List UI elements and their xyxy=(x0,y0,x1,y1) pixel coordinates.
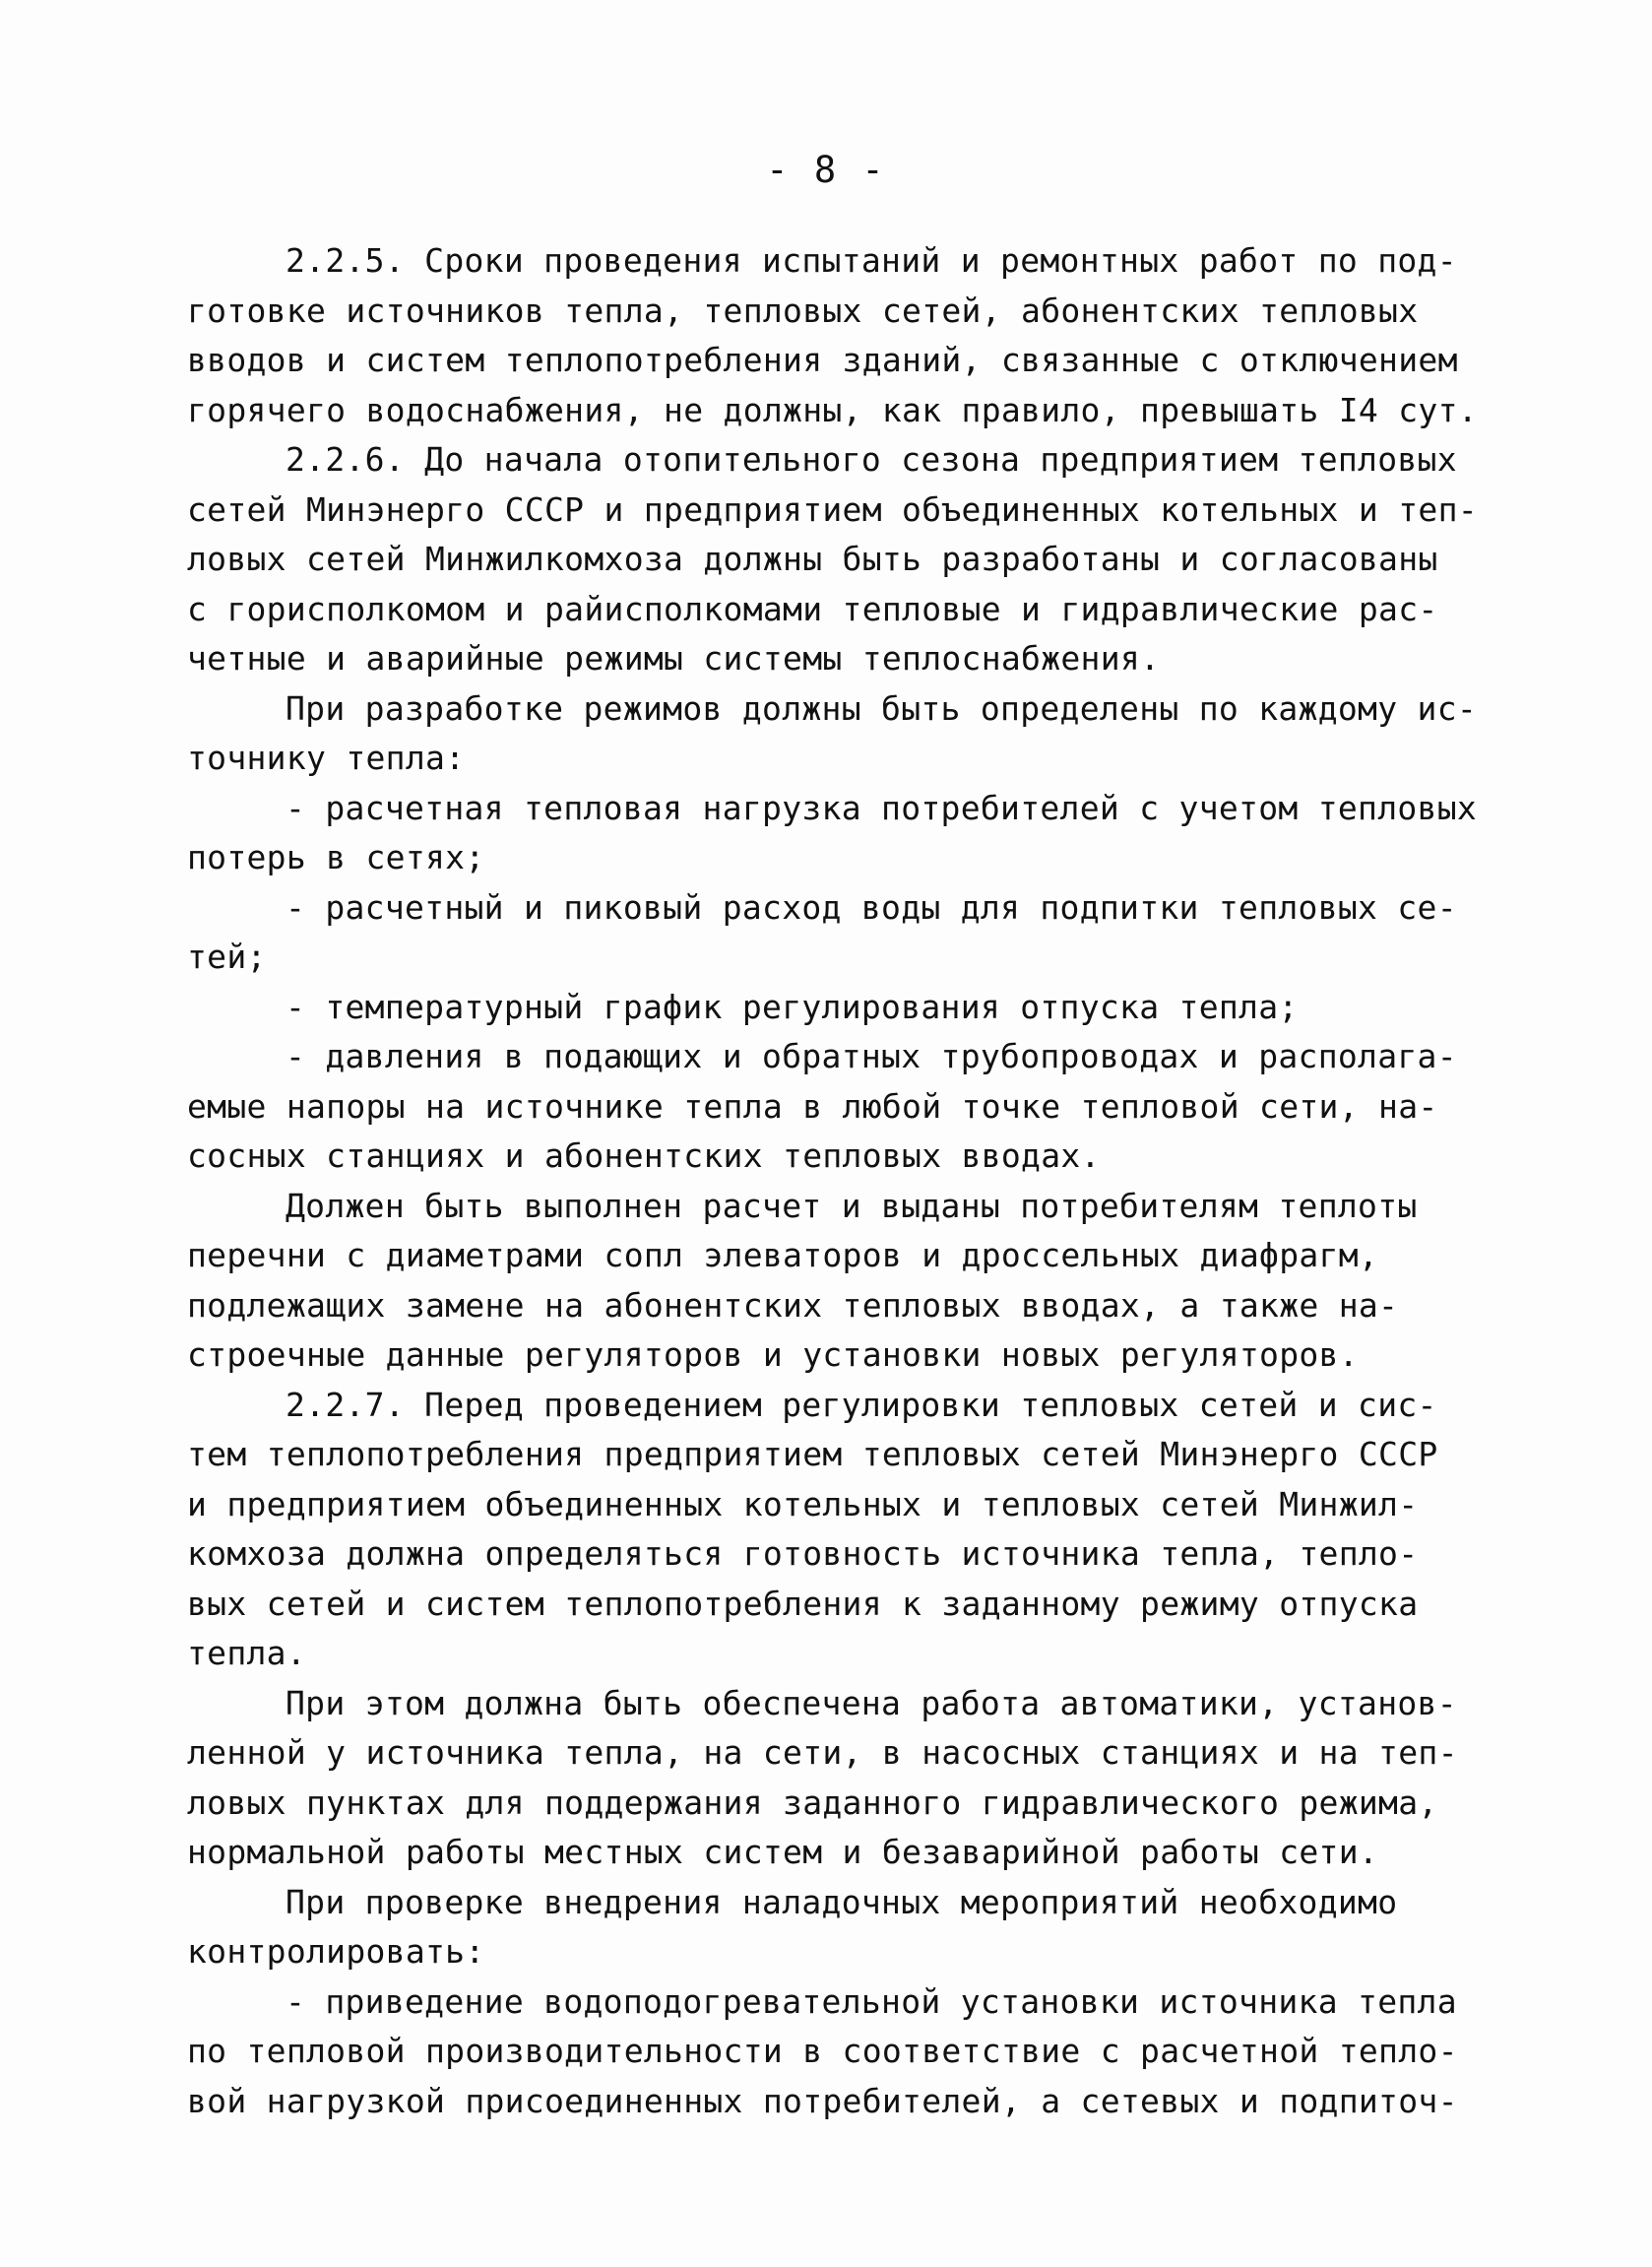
text-line: Должен быть выполнен расчет и выданы потребителям теплоты xyxy=(286,1186,1418,1225)
text-line: нормальной работы местных систем и безаварийной работы сети. xyxy=(187,1833,1379,1871)
text-line: перечни с диаметрами сопл элеваторов и дроссельных диафрагм, xyxy=(187,1236,1379,1274)
text-line: строечные данные регуляторов и установки новых регуляторов. xyxy=(187,1335,1359,1374)
text-line: ловых сетей Минжилкомхоза должны быть разработаны и согласованы xyxy=(187,540,1438,578)
text-line: контролировать: xyxy=(187,1932,485,1971)
text-line: 2.2.7. Перед проведением регулировки тепловых сетей и сис- xyxy=(286,1385,1437,1424)
text-line: При разработке режимов должны быть определены по каждому ис- xyxy=(286,688,1478,728)
text-line: вой нагрузкой присоединенных потребителей, а сетевых и подпиточ- xyxy=(187,2081,1458,2120)
page-number: - 8 - xyxy=(766,149,886,191)
text-line: - температурный график регулирования отпуска тепла; xyxy=(286,987,1299,1026)
text-line: готовке источников тепла, тепловых сетей, абонентских тепловых xyxy=(187,291,1419,330)
text-line: тей; xyxy=(187,938,267,976)
text-line: - расчетная тепловая нагрузка потребителей с учетом тепловых xyxy=(286,788,1478,827)
text-line: - приведение водоподогревательной установки источника тепла xyxy=(286,1981,1457,2021)
text-line: 2.2.6. До начала отопительного сезона предприятием тепловых xyxy=(286,440,1457,479)
text-line: тепла. xyxy=(187,1634,307,1672)
text-line: точнику тепла: xyxy=(187,739,466,777)
text-line: сетей Минэнерго СССР и предприятием объединенных котельных и теп- xyxy=(187,489,1478,529)
text-line: потерь в сетях; xyxy=(187,838,485,876)
text-line: вводов и систем теплопотребления зданий, связанные с отключением xyxy=(187,341,1458,379)
text-line: При этом должна быть обеспечена работа автоматики, установ- xyxy=(286,1683,1457,1722)
text-line: - расчетный и пиковый расход воды для подпитки тепловых се- xyxy=(286,887,1457,927)
text-line: по тепловой производительности в соответствие с расчетной тепло- xyxy=(187,2032,1458,2070)
text-line: комхоза должна определяться готовность источника тепла, тепло- xyxy=(187,1534,1419,1573)
text-line: вых сетей и систем теплопотребления к заданному режиму отпуска xyxy=(187,1584,1419,1623)
text-line: тем теплопотребления предприятием тепловых сетей Минэнерго СССР xyxy=(187,1435,1438,1473)
text-line: с горисполкомом и райисполкомами тепловые и гидравлические рас- xyxy=(187,589,1438,628)
text-line: и предприятием объединенных котельных и тепловых сетей Минжил- xyxy=(187,1484,1419,1523)
text-line: горячего водоснабжения, не должны, как правило, превышать I4 сут. xyxy=(187,390,1478,429)
text-line: сосных станциях и абонентских тепловых вводах. xyxy=(187,1136,1101,1175)
text-line: ленной у источника тепла, на сети, в насосных станциях и на теп- xyxy=(187,1733,1458,1772)
text-line: емые напоры на источнике тепла в любой точке тепловой сети, на- xyxy=(187,1086,1438,1126)
text-line: При проверке внедрения наладочных мероприятий необходимо xyxy=(286,1882,1398,1921)
text-line: подлежащих замене на абонентских тепловых вводах, а также на- xyxy=(187,1285,1399,1325)
text-line: - давления в подающих и обратных трубопроводах и располага- xyxy=(286,1037,1457,1075)
text-line: ловых пунктах для поддержания заданного гидравлического режима, xyxy=(187,1782,1438,1822)
text-line: четные и аварийные режимы системы теплоснабжения. xyxy=(187,639,1161,678)
body-text xyxy=(187,236,1496,2126)
text-line: 2.2.5. Сроки проведения испытаний и ремонтных работ по под- xyxy=(286,241,1457,280)
